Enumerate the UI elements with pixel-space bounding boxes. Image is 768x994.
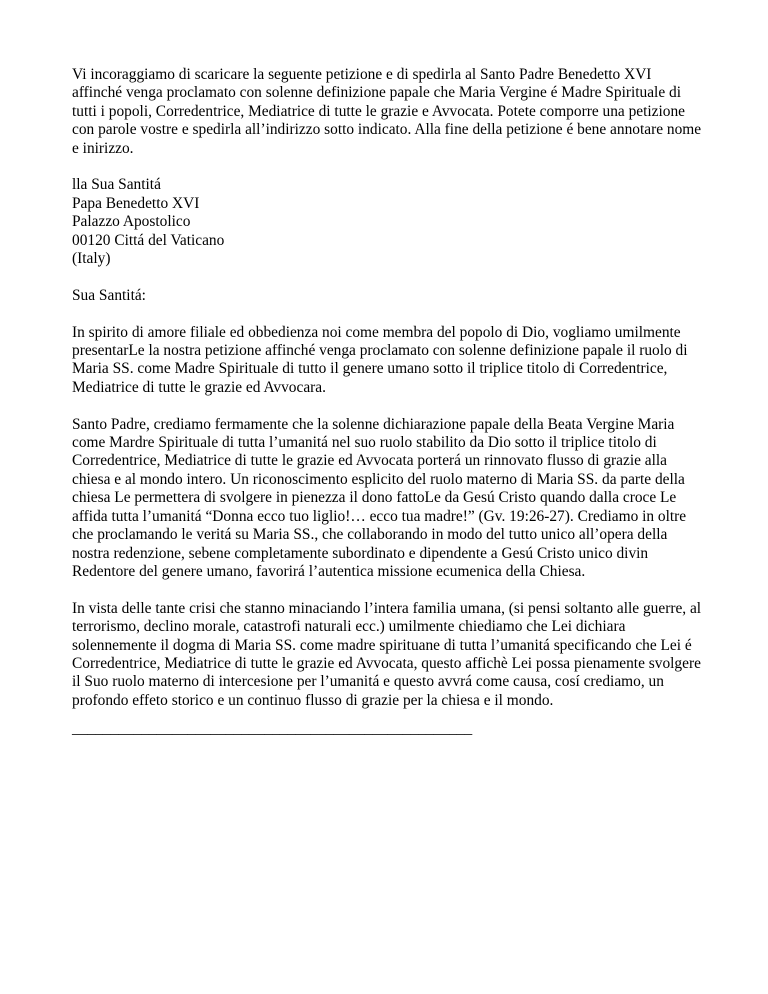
petition-paragraph-2: Santo Padre, crediamo fermamente che la solenne dichiarazione papale della Beata Vergine Maria come Mardre Spirituale di tutta l’umanitá nel suo ruolo stabilito da Dio sotto il triplice titolo di Corredentrice, Mediatrice di tutte le grazie ed Avvocata porterá un rinnovato flusso di grazie alla chiesa e al mondo intero. Un riconoscimento esplicito del ruolo materno di Maria SS. da parte della chiesa Le permettera di svolgere in pienezza il dono fattoLe da Gesú Cristo quando dalla croce Le affida tutta l’umanitá “Donna ecco tuo liglio!… ecco tua madre!” (Gv. 19:26-27). Crediamo in oltre che proclamando le veritá su Maria SS., che collaborando in modo del tutto unico all’opera della nostra redenzione, sebene completamente subordinato e dipendente a Gesú Cristo unico divin Redentore del genere umano, favorirá l’autentica missione ecumenica della Chiesa.: [72, 415, 687, 580]
document-body: [72, 66, 704, 729]
address-line: lla Sua Santitá: [72, 176, 161, 194]
address-line: Palazzo Apostolico: [72, 213, 191, 231]
intro-paragraph: Vi incoraggiamo di scaricare la seguente petizione e di spedirla al Santo Padre Benedetto XVI affinché venga proclamato con solenne definizione papale che Maria Vergine é Madre Spirituale di tutti i popoli, Corredentrice, Mediatrice di tutte le grazie e Avvocata. Potete comporre una petizione con parole vostre e spedirla all’indirizzo sotto indicato. Alla fine della petizione é bene annotare nome e inirizzo.: [72, 66, 702, 157]
petition-paragraph-1: In spirito di amore filiale ed obbedienza noi come membra del popolo di Dio, vogliamo umilmente presentarLe la nostra petizione affinché venga proclamato con solenne definizione papale il ruolo di Maria SS. come Madre Spirituale di tutto il genere umano sotto il triplice titolo di Corredentrice, Mediatrice di tutte le grazie ed Avvocara.: [72, 323, 688, 396]
address-line: 00120 Cittá del Vaticano: [72, 231, 225, 249]
address-line: (Italy): [72, 250, 111, 268]
petition-paragraph-3: In vista delle tante crisi che stanno minaciando l’intera familia umana, (si pensi soltanto alle guerre, al terrorismo, declino morale, catastrofi naturali ecc.) umilmente chiediamo che Lei dichiara solennemente il dogma di Maria SS. come madre spirituane di tutta l’umanitá specificando che Lei é Corredentrice, Mediatrice di tutte le grazie ed Avvocata, questo affichè Lei possa pienamente svolgere il Suo ruolo materno di intercesione per l’umanitá e questo avvrá come causa, cosí crediamo, un profondo effeto storico e un continuo flusso di grazie per la chiesa e il mondo.: [72, 599, 702, 709]
recipient-address: [72, 176, 704, 268]
address-line: Papa Benedetto XVI: [72, 194, 200, 212]
signature-line: ____________________________________________________: [72, 720, 473, 737]
salutation: Sua Santitá:: [72, 286, 146, 304]
